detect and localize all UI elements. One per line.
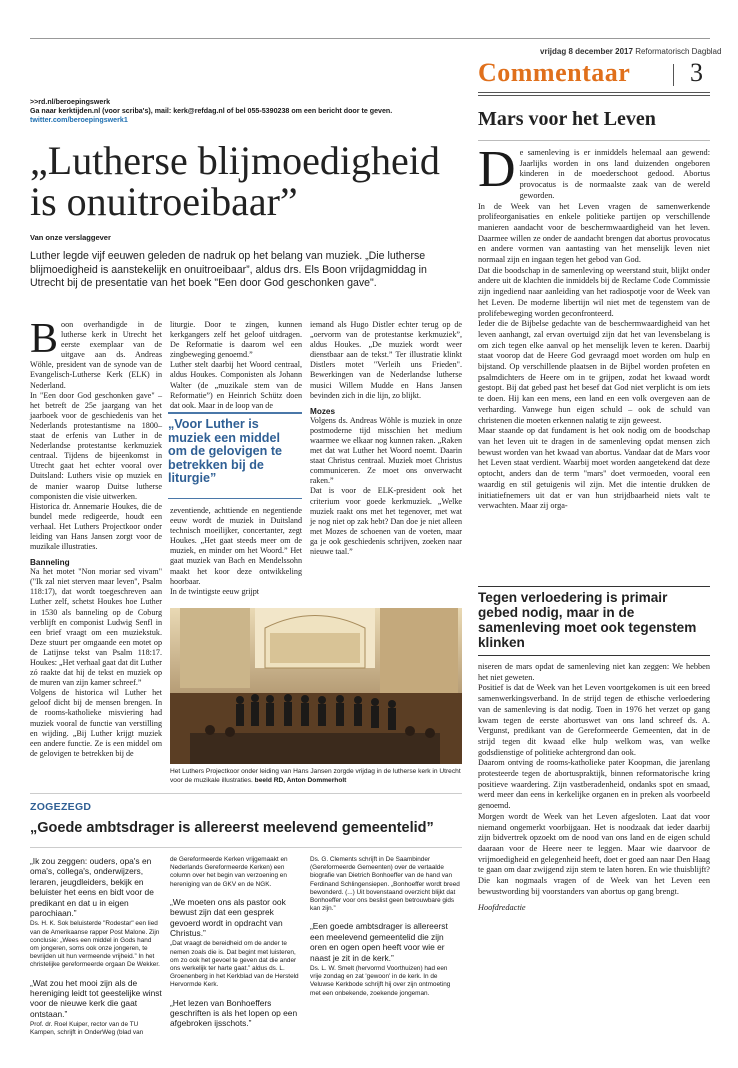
commentary-title: Mars voor het Leven xyxy=(478,108,656,130)
zogezegd-label: ZOGEZEGD xyxy=(30,801,92,813)
commentary-body: D e samenleving is er inmiddels helemaal aan gewend: Jaarlijks worden in ons land duizenden ongeboren kinderen in de moederschoot gedood. Abortus provocatus is de normaalste zaak van de wereld geworden. In de Week van het Leven vragen de samenwerkende prolifeorganisaties en enkele politieke partijen op verschillende manieren aandacht voor de beschermwaardigheid van het leven. Daarmee willen ze onder de aandacht brengen dat abortus provocatus en andere vormen van aantasting van het menselijk leven niet normaal zijn en ingaan tegen het gebod van God. Dat die boodschap in de samenleving op weerstand stuit, blijkt onder andere uit de klachten die inmiddels bij de Reclame Code Commissie zijn ingediend naar aanleiding van het radiospotje voor de Week van het Leven. De moderne libertijn wil niet met de tegenstem van de prolifebeweging worden geconfronteerd. Ieder die de Bijbelse gedachte van de beschermwaardigheid van het leven aanhangt, zal ervan overtuigd zijn dat het van levensbelang is om zich tegen elke aanval op het menselijk leven te keren. Daarbij staat voorop dat de Heere God gevraagd moet worden om hulp en bijstand. Op verschillende plaatsen in de Bijbel worden profeten en psalmdichters de Heere om in te grijpen, zodat het kwaad wordt gestopt. Bij dat gebed past het besef dat God niet verplicht is om iets te doen. Hij kan een mens, een land en een volk overgeven aan de verharding. Vanwege hun eigen schuld – ook de schuld van christenen die moeten erkennen nalatig te zijn geweest. Maar staande op dat fundament is het ook nodig om de boodschap van het leven uit te dragen in de samenleving opdat mensen zich bewust worden van het kwaad van abortus. Vandaar dat de Mars voor het Leven staat verdient. Waarbij moet worden aangetekend dat deze optocht, anders dan de term "mars" doet vermoeden, vooral een waardig en stil getuigenis wil zijn. Met die intentie drukken de initiatiefnemers uit dat er van hun strijdbaarheid niets valt te verwachten. Maar zij orga- xyxy=(478,141,710,511)
lead: Luther legde vijf eeuwen geleden de nadruk op het belang van muziek. „Die lutherse blijmoedigheid is aanstekelijk en onuitroeibaar”, aldus drs. Els Boon vrijdagmiddag in Utrecht bij de presentatie van het boek "Een door God geschonken gave". xyxy=(30,250,427,289)
commentary-dropcap: D xyxy=(478,141,516,198)
commentary-pullquote: Tegen verloedering is primair gebed nodig, maar in de samenleving moet ook tegenstem klinken xyxy=(478,590,697,650)
page-date: vrijdag 8 december 2017 Reformatorisch Dagblad xyxy=(540,47,722,56)
dropcap: B xyxy=(30,316,59,362)
zeg-col2: de Gereformeerde Kerken vrijgemaakt en Nederlands Gereformeerde Kerken) een column over het begin van verzoening en hereniging van de GKV en de NGK. „We moeten ons als pastor ook bewust zijn dat een gesprek gevoerd wordt in opdracht van Christus.” „Dat vraagt de bereidheid om de ander te nemen zoals die is. Dat begint met luisteren, om zo ook het gevoel te geven dat die ander ons werkelijk ter harte gaat.” aldus ds. L. Groenenberg in het Kerkblad van de Hersteld Hervormde Kerk. „Het lezen van Bonhoeffers geschriften is als het lopen op een afgebroken ijsschots.” xyxy=(170,856,299,1029)
photo-caption: Het Luthers Projectkoor onder leiding van Hans Jansen zorgde vrijdag in de lutherse kerk in Utrecht voor de muzikale illustraties. beeld RD, Anton Dommerholt xyxy=(170,768,461,784)
section-title: Commentaar xyxy=(478,58,631,87)
zeg-col1: „Ik zou zeggen: ouders, opa's en oma's, collega's, onderwijzers, leraren, jeugdleiders, bekijk en beluister het eens en bidt voor de predikant en dat u in eigen parochiaan.” Ds. H. K. Sok beluisterde "Rodestar" een lied van de Amerikaanse rapper Post Malone. Zijn conclusie: „Wees een middel in Gods hand om jongeren, soms ook onze jongeren, te bevrijden uit hun vermeende vrijheid.” In het christelijke gereformeerde orgaan De Wekker. „Wat zou het mooi zijn als de hereniging leidt tot geestelijke winst voor de nieuwe kerk die gaat ontstaan.” Prof. dr. Roel Kuiper, rector van de TU Kampen, schrijft in OnderWeg (blad van xyxy=(30,856,162,1037)
article-col3: iemand als Hugo Distler echter terug op de „oervorm van de protestantse kerkmuziek”, aldus Houkes. „De muziek wordt weer dienstbaar aan de tekst.” Ter illustratie klinkt Distlers motet "Verleih uns Frieden". Bewerkingen van de Nederlandse lutherse musici Willem Mudde en Hans Jansen bevinden zich in die lijn, zo blijkt. Mozes Volgens ds. Andreas Wöhle is muziek in onze postmoderne tijd misschien het medium waarmee we elkaar nog kunnen raken. „Raken met dat wat Luther het Woord noemt. Daarin staat Christus centraal. Muziek moet Christus communiceren. Ze moet ons onverwacht raken.” Dat is voor de ELK-president ook het criterium voor goede kerkmuziek. „Welke muziek raakt ons met het tegenover, met wat je nog niet op zak hebt? Dan doe je niet alleen met Mozes de schoenen van de voeten, maar ga je ook geschiedenis schrijven, zoeken naar nieuwe taal.” xyxy=(310,320,462,556)
pull-quote: „Voor Luther is muziek een middel om de gelovigen te betrekken bij de liturgie” xyxy=(168,412,302,486)
section-divider xyxy=(673,64,674,86)
choir-photo xyxy=(170,608,462,764)
article-col2: liturgie. Door te zingen, kunnen kerkgangers zelf het geloof uitdragen. De Reformatie is daarom wel een zingbeweging genoemd.” Luther stelt daarbij het Woord centraal, aldus Houkes. Componisten als Johann Walter (de „muzikale stem van de Reformatie”) en Heinrich Schütz doen dat ook. Maar in de loop van de xyxy=(170,320,302,410)
info-text: Ga naar kerktijden.nl (voor scriba's), mail: kerk@refdag.nl of bel 055-5390238 om een bericht door te geven. xyxy=(30,107,393,115)
zogezegd-headline: „Goede ambtsdrager is allereerst meelevend gemeentelid” xyxy=(30,820,434,836)
article-headline: „Lutherse blijmoedigheid is onuitroeibaar” xyxy=(30,138,440,224)
subhead-mozes: Mozes xyxy=(310,406,336,416)
subhead-banneling: Banneling xyxy=(30,558,70,568)
twitter-link[interactable]: twitter.com/beroepingswerk1 xyxy=(30,116,128,124)
byline: Van onze verslaggever xyxy=(30,233,111,242)
commentary-body2: niseren de mars opdat de samenleving niet kan zeggen: We hebben het niet geweten. Positief is dat de Week van het Leven voortgekomen is uit een breed samenwerkingsverband. In de strijd tegen de ethische verloedering van de samenleving is dat nodig. Toen in 1976 het verzet op gang kwam tegen de eerste abortuswet van ons land schreef ds. A. Vergunst, predikant van de Gereformeerde Gemeenten, dat in de strijd tegen dit kwaad elke hulp welkom was, van welke godsdienstige of politieke achtergrond dan ook. Daarom ontving de rooms-katholieke pater Koopman, die jarenlang protesteerde tegen de abortuspraktijk, binnen reformatorische kring positieve waardering. Zijn vastberadenheid, ondanks spot en smaad, werd meer dan eens in kerkelijke organen en in preken als voorbeeld genoemd. Morgen wordt de Week van het Leven afgesloten. Laat dat voor niemand ongemerkt voorbijgaan. Het is noodzaak dat ieder daarbij zijn bidvertrek opzoekt om de nood van ons land en de eigen schuld daaraan voor de Heere neer te leggen. Maar wie daarvoor de vrijmoedigheid en gelegenheid heeft, doet er goed aan naar Den Haag te gaan om daar zwijgend zijn stem te laten horen. En wie thuisblijft? Die kan nogmaals vragen of de Week van het Leven een bewustwording bij voorstanders van abortus op gang brengt. Hoofdredactie xyxy=(478,662,710,913)
signature: Hoofdredactie xyxy=(478,903,526,913)
article-col1: B oon overhandigde in de lutherse kerk in Utrecht het eerste exemplaar van de uitgave aan ds. Andreas Wöhle, president van de synode van de Evangelisch-Lutherse Kerk (ELK) in Nederland. In "Een door God geschonken gave" –het betreft de 25e jaargang van het jaarboek voor de geschiedenis van het Nederlands protestantisme na 1800– staat de erfenis van Luther in de Nederlandse protestantse kerkmuziek centraal. Tijdens de bijeenkomst in Utrecht gaat het echter vooral over Duitsland: Luthers visie op muziek en de manier waarop Duitse lutherse componisten die visie uitwerken. Historica dr. Annemarie Houkes, die de bundel mede redigeerde, houdt een verhaal. Het Luthers Projectkoor onder leiding van Hans Jansen zorgt voor de muzikale illustraties. Banneling Na het motet "Non moriar sed vivam" ("Ik zal niet sterven maar leven", Psalm 118:17), dat wordt toegeschreven aan Luther zelf, schetst Houkes hoe Luther in 1530 als banneling op de Coburg verblijft en componist Ludwig Senfl in een brief vraagt om een muziekstuk. Deze stuurt per omgaande een motet op de Latijnse tekst van Psalm 118:17. Houkes: „Het verhaal gaat dat dit Luther zó raakte dat hij de tekst en muziek op de muren van zijn kamer schreef.” Volgens de historica wil Luther het geloof dicht bij de mensen brengen. In de rooms-katholieke misviering had muziek vooral de functie van verstilling en wijding. „Bij Luther krijgt muziek een andere functie. Ze is een middel om de gelovigen te betrekken bij de xyxy=(30,316,162,758)
article-col2b: zeventiende, achttiende en negentiende eeuw wordt de muziek in Duitsland technisch moeilijker, concertanter, zegt Houkes. „Het gaat steeds meer om de muziek, en minder om het Woord.” Het gaat muziek van Bach en Mendelssohn maakt het koor deze ontwikkeling hoorbaar. In de twintigste eeuw grijpt xyxy=(170,506,302,596)
info-block xyxy=(30,98,460,125)
zeg-col3: Ds. G. Clements schrijft in De Saambinder (Gereformeerde Gemeenten) over de vertaalde biografie van Dietrich Bonhoeffer van de hand van Ferdinand Schlingensiepen. „Bonhoeffer wordt breed bewonderd. (...) Uit bovenstaand overzicht blijkt dat Bonhoeffer voor ons beslist geen betrouwbare gids kan zijn.” „Een goede ambtsdrager is allereerst een meelevend gemeentelid die zijn oren en ogen open heeft voor wie er naast je zit in de kerk.” Ds. L. W. Smelt (hervormd Voorthuizen) had een vrije zondag en zat 'gewoon' in de kerk. In de Veluwse Kerkbode schrijft hij over zijn ontmoeting met een onbekende, zoekende jongeman. xyxy=(310,856,460,997)
info-link[interactable]: >>rd.nl/beroepingswerk xyxy=(30,98,111,106)
page-number: 3 xyxy=(690,58,703,87)
